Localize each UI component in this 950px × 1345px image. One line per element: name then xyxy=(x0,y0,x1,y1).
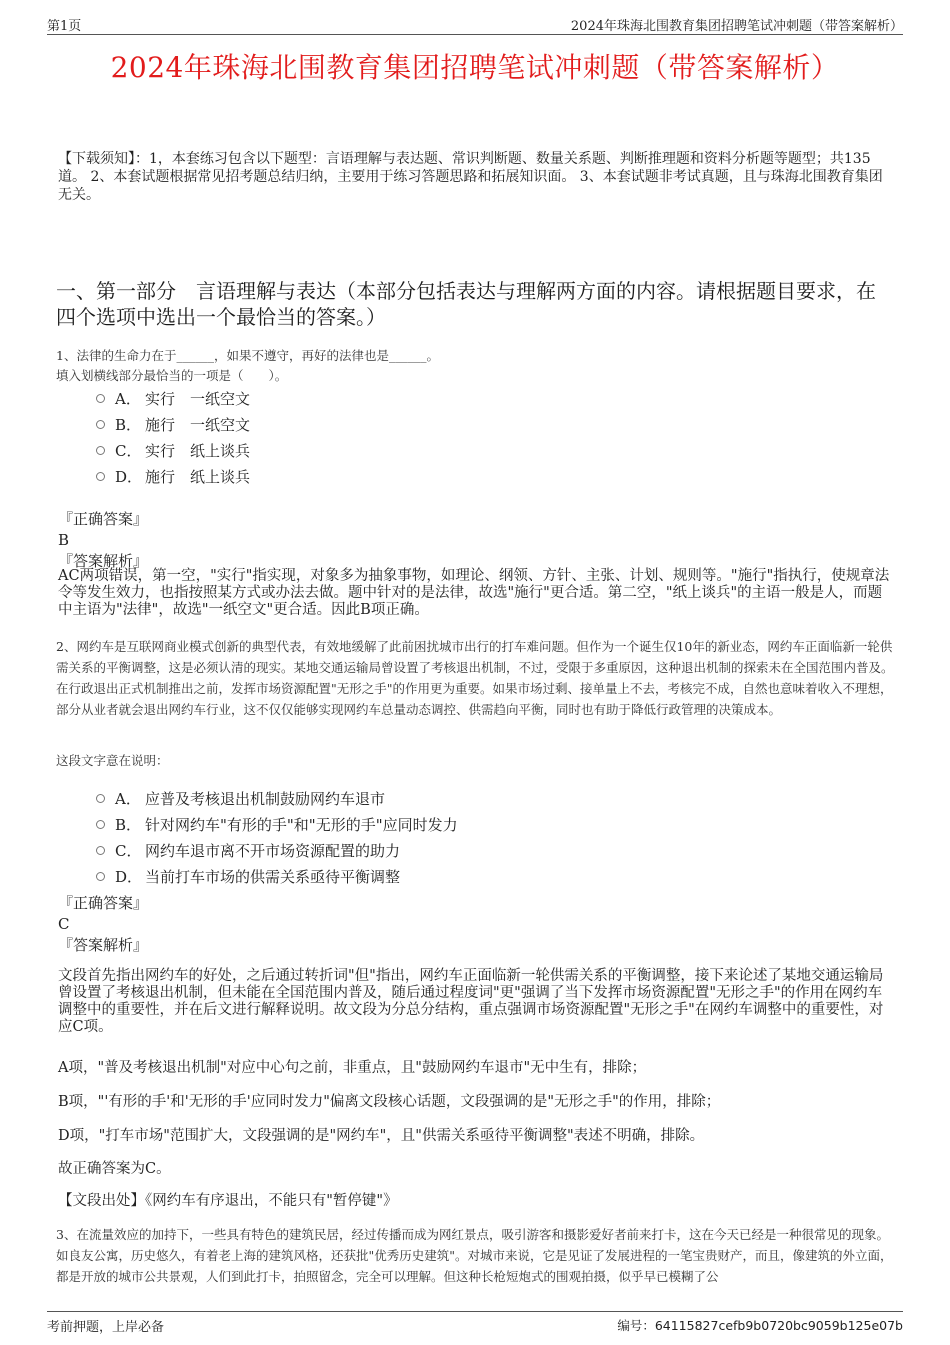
question-1-prompt: 填入划横线部分最恰当的一项是（ ）。 xyxy=(56,368,288,383)
footer-serial: 编号：64115827cefb9b0720bc9059b125e07b xyxy=(617,1318,903,1333)
question-2-line-d: D项，"打车市场"范围扩大，文段强调的是"网约车"，且"供需关系亟待平衡调整"表述不明确，排除。 xyxy=(58,1128,705,1144)
radio-icon[interactable] xyxy=(96,446,105,455)
download-notice: 【下载须知】：1，本套练习包含以下题型：言语理解与表达题、常识判断题、数量关系题、判断推理题和资料分析题等题型；共135道。 2、本套试题根据常见招考题总结归纳，主要用于练习答题思路和拓展知识面。 3、本套试题非考试真题，且与珠海北围教育集团无关。 xyxy=(58,151,883,203)
radio-icon[interactable] xyxy=(96,872,105,881)
answer-label: 『正确答案』 xyxy=(58,894,149,912)
page-header xyxy=(47,12,903,35)
question-1 xyxy=(56,346,890,386)
section-heading: 一、第一部分 言语理解与表达（本部分包括表达与理解两方面的内容。请根据题目要求，在四个选项中选出一个最恰当的答案。） xyxy=(56,279,876,329)
radio-icon[interactable] xyxy=(96,846,105,855)
option-d[interactable]: D． 当前打车市场的供需关系亟待平衡调整 xyxy=(96,863,458,889)
analysis-label: 『答案解析』 xyxy=(58,552,149,570)
question-2-line-b: B项，"'有形的手'和'无形的手'应同时发力"偏离文段核心话题，文段强调的是"无形之手"的作用，排除； xyxy=(58,1094,721,1110)
question-2-stem: 2、网约车是互联网商业模式创新的典型代表，有效地缓解了此前困扰城市出行的打车难问题。但作为一个诞生仅10年的新业态，网约车正面临新一轮供需关系的平衡调整，这是必须认清的现实。某地交通运输局曾设置了考核退出机制，不过，受限于多重原因，这种退出机制的探索未在全国范围内普及。在行政退出正式机制推出之前，发挥市场资源配置"无形之手"的作用更为重要。如果市场过剩、接单量上不去，考核完不成，自然也意味着收入不理想，部分从业者就会退出网约车行业，这不仅仅能够实现网约车总量动态调控、供需趋向平衡，同时也有助于降低行政管理的决策成本。 xyxy=(56,639,894,717)
question-2-source: 【文段出处】《网约车有序退出，不能只有"暂停键"》 xyxy=(58,1193,398,1209)
question-1-options xyxy=(96,385,250,489)
option-a[interactable]: A． 实行 一纸空文 xyxy=(96,385,250,411)
question-2-answer xyxy=(58,894,890,957)
option-a[interactable]: A． 应普及考核退出机制鼓励网约车退市 xyxy=(96,785,458,811)
page-footer xyxy=(47,1311,903,1335)
option-c[interactable]: C． 实行 纸上谈兵 xyxy=(96,437,250,463)
answer-label: 『正确答案』 xyxy=(58,510,149,528)
radio-icon[interactable] xyxy=(96,820,105,829)
question-2-conclusion: 故正确答案为C。 xyxy=(58,1161,171,1177)
radio-icon[interactable] xyxy=(96,420,105,429)
option-b[interactable]: B． 施行 一纸空文 xyxy=(96,411,250,437)
question-1-analysis: AC两项错误，第一空，"实行"指实现，对象多为抽象事物，如理论、纲领、方针、主张、计划、规则等。"施行"指执行，使规章法令等发生效力，也指按照某方式或办法去做。题中针对的是法律，故选"施行"更合适。第二空，"纸上谈兵"的主语一般是人，而题中主语为"法律"，故选"一纸空文"更合适。因此B项正确。 xyxy=(58,568,890,618)
question-2-prompt: 这段文字意在说明： xyxy=(56,753,169,768)
question-3-stem: 3、在流量效应的加持下，一些具有特色的建筑民居，经过传播而成为网红景点，吸引游客和摄影爱好者前来打卡，这在今天已经是一种很常见的现象。如良友公寓，历史悠久，有着老上海的建筑风格，还获批"优秀历史建筑"。对城市来说，它是见证了发展进程的一笔宝贵财产，而且，像建筑的外立面，都是开放的城市公共景观，人们到此打卡，拍照留念，完全可以理解。但这种长枪短炮式的围观拍摄，似乎早已模糊了公 xyxy=(56,1227,893,1284)
question-2-line-a: A项，"普及考核退出机制"对应中心句之前，非重点，且"鼓励网约车退市"无中生有，排除； xyxy=(58,1060,647,1076)
question-2-analysis: 文段首先指出网约车的好处，之后通过转折词"但"指出，网约车正面临新一轮供需关系的平衡调整，接下来论述了某地交通运输局曾设置了考核退出机制，但未能在全国范围内普及，随后通过程度词"更"强调了当下发挥市场资源配置"无形之手"的作用在网约车调整中的重要性，并在后文进行解释说明。故文段为分总分结构，重点强调市场资源配置"无形之手"在网约车调整中的重要性，对应C项。 xyxy=(58,968,884,1035)
option-c[interactable]: C． 网约车退市离不开市场资源配置的助力 xyxy=(96,837,458,863)
option-b[interactable]: B． 针对网约车"有形的手"和"无形的手"应同时发力 xyxy=(96,811,458,837)
header-doc-title: 2024年珠海北围教育集团招聘笔试冲刺题（带答案解析） xyxy=(570,19,903,34)
answer-value: C xyxy=(58,915,70,933)
document-title: 2024年珠海北围教育集团招聘笔试冲刺题（带答案解析） xyxy=(110,51,840,84)
question-1-stem: 1、法律的生命力在于______，如果不遵守，再好的法律也是______。 xyxy=(56,348,439,363)
answer-value: B xyxy=(58,531,70,549)
radio-icon[interactable] xyxy=(96,794,105,803)
question-1-answer xyxy=(58,510,890,573)
option-d[interactable]: D． 施行 纸上谈兵 xyxy=(96,463,250,489)
page-number: 第1页 xyxy=(47,19,82,34)
analysis-label: 『答案解析』 xyxy=(58,936,149,954)
question-2-options xyxy=(96,785,458,889)
radio-icon[interactable] xyxy=(96,472,105,481)
radio-icon[interactable] xyxy=(96,394,105,403)
footer-slogan: 考前押题，上岸必备 xyxy=(47,1320,165,1335)
